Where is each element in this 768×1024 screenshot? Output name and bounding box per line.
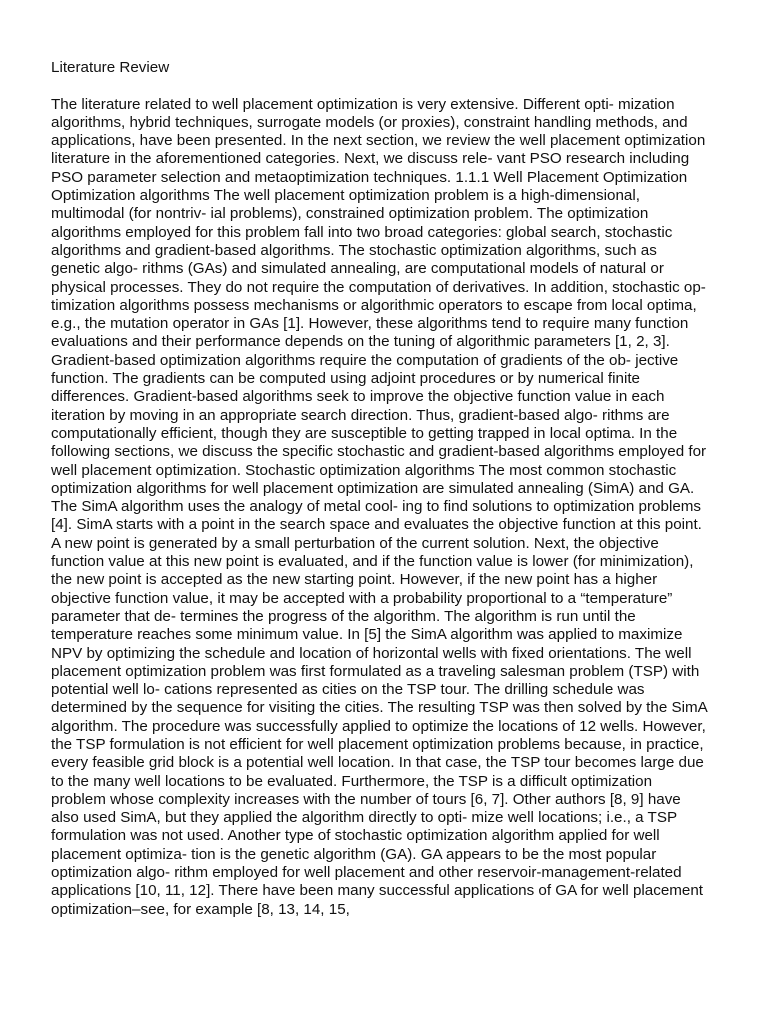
text-line: Optimization algorithms The well placement optimization problem is a high-dimensional, [51,187,640,205]
text-line: applications [10, 11, 12]. There have been many successful applications of GA for well placement [51,882,704,900]
text-line: well placement optimization. Stochastic optimization algorithms The most common stochastic [51,461,677,479]
text-line: applications, have been presented. In the next section, we review the well placement optimization [51,132,706,150]
text-line: placement optimiza- tion is the genetic algorithm (GA). GA appears to be the most popular [51,845,657,863]
text-line: computationally efficient, though they are susceptible to getting trapped in local optima. In the [51,424,678,442]
text-line: genetic algo- rithms (GAs) and simulated annealing, are computational models of natural or [51,260,664,278]
body-paragraph [51,96,767,919]
text-line: temperature reaches some minimum value. In [5] the SimA algorithm was applied to maximize [51,626,683,644]
text-line: NPV by optimizing the schedule and location of horizontal wells with fixed orientations. The well [51,644,692,662]
text-line: also used SimA, but they applied the algorithm directly to opti- mize well locations; i.e., a TSP [51,809,678,827]
text-line: parameter that de- termines the progress of the algorithm. The algorithm is run until the [51,607,636,625]
text-line: placement optimization problem was first formulated as a traveling salesman problem (TSP) with [51,662,700,680]
text-line: differences. Gradient-based algorithms seek to improve the objective function value in each [51,388,665,406]
text-line: algorithms employed for this problem fall into two broad categories: global search, stochastic [51,223,673,241]
text-line: A new point is generated by a small perturbation of the current solution. Next, the objective [51,534,659,552]
document-page [51,59,767,919]
text-line: determined by the sequence for visiting the cities. The resulting TSP was then solved by the SimA [51,699,708,717]
text-line: optimization algorithms for well placement optimization are simulated annealing (SimA) and GA. [51,479,695,497]
text-line: PSO parameter selection and metaoptimization techniques. 1.1.1 Well Placement Optimization [51,168,688,186]
text-line: algorithms, hybrid techniques, surrogate models (or proxies), constraint handling methods, and [51,113,688,131]
text-line: Gradient-based optimization algorithms require the computation of gradients of the ob- jective [51,351,679,369]
text-line: the TSP formulation is not efficient for well placement optimization problems because, in practice, [51,735,704,753]
text-line: The literature related to well placement optimization is very extensive. Different opti- mization [51,95,675,113]
text-line: algorithms and gradient-based algorithms. The stochastic optimization algorithms, such as [51,241,657,259]
text-line: algorithm. The procedure was successfully applied to optimize the locations of 12 wells. However, [51,717,706,735]
text-line: function. The gradients can be computed using adjoint procedures or by numerical finite [51,370,641,388]
text-line: [4]. SimA starts with a point in the search space and evaluates the objective function at this point. [51,516,702,534]
text-line: optimization–see, for example [8, 13, 14, 15, [51,900,350,918]
text-line: optimization algo- rithm employed for well placement and other reservoir-management-related [51,864,682,882]
text-line: every feasible grid block is a potential well location. In that case, the TSP tour becomes large due [51,754,704,772]
text-line: following sections, we discuss the specific stochastic and gradient-based algorithms employed for [51,443,707,461]
page-heading: Literature Review [51,59,170,76]
text-line: e.g., the mutation operator in GAs [1]. However, these algorithms tend to require many function [51,315,689,333]
text-line: physical processes. They do not require the computation of derivatives. In addition, stochastic op- [51,278,706,296]
text-line: iteration by moving in an appropriate search direction. Thus, gradient-based algo- rithms are [51,406,670,424]
text-line: potential well lo- cations represented as cities on the TSP tour. The drilling schedule was [51,681,645,699]
text-line: timization algorithms possess mechanisms or algorithmic operators to escape from local optima, [51,296,697,314]
text-line: problem whose complexity increases with the number of tours [6, 7]. Other authors [8, 9] have [51,790,681,808]
text-line: to the many well locations to be evaluated. Furthermore, the TSP is a difficult optimization [51,772,653,790]
text-line: the new point is accepted as the new starting point. However, if the new point has a higher [51,571,658,589]
text-line: objective function value, it may be accepted with a probability proportional to a “temperature” [51,589,673,607]
text-line: literature in the aforementioned categories. Next, we discuss rele- vant PSO research including [51,150,690,168]
text-line: The SimA algorithm uses the analogy of metal cool- ing to find solutions to optimization problems [51,498,702,516]
text-line: multimodal (for nontriv- ial problems), constrained optimization problem. The optimization [51,205,649,223]
text-line: formulation was not used. Another type of stochastic optimization algorithm applied for well [51,827,660,845]
text-line: evaluations and their performance depends on the tuning of algorithmic parameters [1, 2, 3]. [51,333,670,351]
text-line: function value at this new point is evaluated, and if the function value is lower (for minimization), [51,553,694,571]
